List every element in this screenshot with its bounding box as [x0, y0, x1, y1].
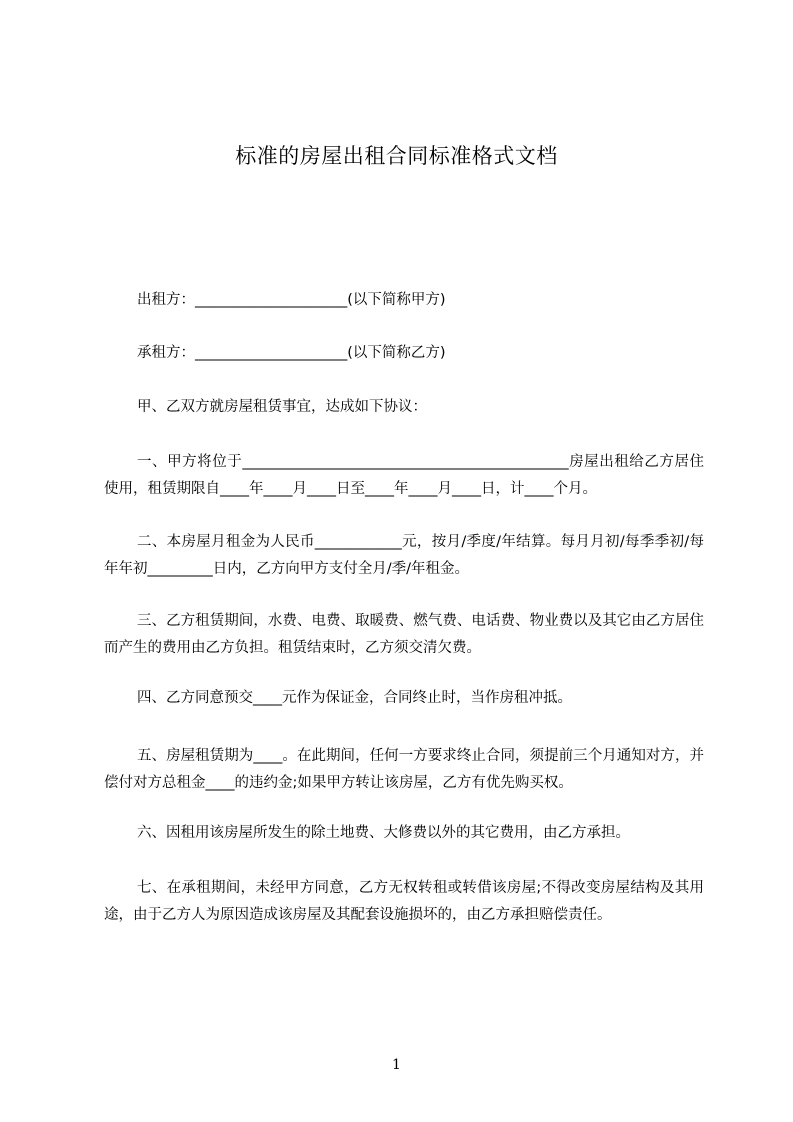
page-number: 1	[392, 1057, 401, 1073]
clause-6: 六、因租用该房屋所发生的除土地费、大修费以外的其它费用，由乙方承担。	[137, 825, 630, 841]
lessee-line: 承租方：_____________________(以下简称乙方)	[137, 345, 446, 361]
clause-7: 七、在承租期间，未经甲方同意，乙方无权转租或转借该房屋;不得改变房屋结构及其用途，由于乙方人为原因造成该房屋及其配套设施损坏的，由乙方承担赔偿责任。	[104, 880, 704, 923]
agreement-intro: 甲、乙双方就房屋租赁事宜，达成如下协议：	[137, 399, 427, 415]
clause-2: 二、本房屋月租金为人民币____________元，按月/季度/年结算。每月月初/每季季初/每年年初_________日内，乙方向甲方支付全月/季/年租金。	[104, 534, 704, 577]
lessor-line: 出租方：_____________________(以下简称甲方)	[137, 292, 446, 308]
clause-1: 一、甲方将位于_____________________________________________房屋出租给乙方居住使用，租赁期限自____年____月____日至____年____月____日，计____个月。	[104, 454, 704, 497]
document-title: 标准的房屋出租合同标准格式文档	[235, 144, 558, 168]
clause-5: 五、房屋租赁期为____。在此期间，任何一方要求终止合同，须提前三个月通知对方，并偿付对方总租金____的违约金;如果甲方转让该房屋，乙方有优先购买权。	[104, 748, 704, 791]
clause-4: 四、乙方同意预交____元作为保证金，合同终止时，当作房租冲抵。	[137, 690, 572, 706]
clause-3: 三、乙方租赁期间，水费、电费、取暖费、燃气费、电话费、物业费以及其它由乙方居住而产生的费用由乙方负担。租赁结束时，乙方须交清欠费。	[104, 613, 704, 656]
